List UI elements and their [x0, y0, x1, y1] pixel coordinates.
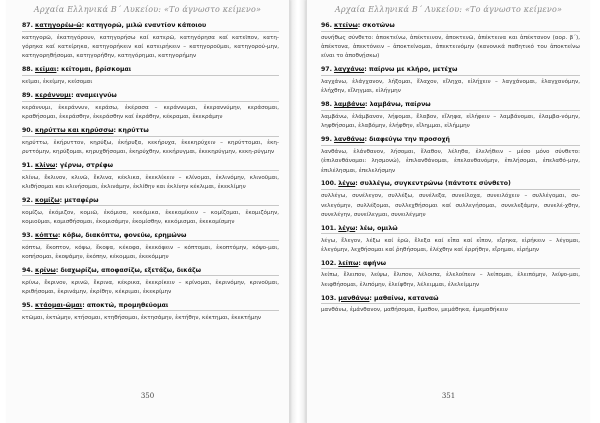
entry-93 [22, 232, 279, 262]
entry-gloss: : συλλέγω, συγκεντρώνω (πάντοτε σύνθετο) [355, 180, 511, 188]
entry-lemma: λαμβάνω [333, 101, 365, 109]
entry-lemma: λέγω [338, 180, 356, 188]
entry-gloss: : διαφεύγω την προσοχή [364, 136, 450, 144]
entry-title [321, 136, 580, 146]
entry-lemma: λέγω [338, 224, 356, 232]
entry-gloss: : αναμειγνύω [71, 91, 117, 99]
entry-gloss: : κηρύττω [113, 126, 149, 134]
entry-number: 94. [22, 266, 33, 274]
entry-body: λέγω, ἔλεγον, λέξω καί ἐρῶ, ἔλεξα καί εἶπα καί εἶπον, εἴρηκα, εἰρήκειν – λέγομαι, ἐλεγόμην, λεχθήσομαι καί ῥηθήσομαι, ἐλέχθην καί ἐρρήθην, εἴρημαι, εἰρήμην [321, 237, 580, 253]
entry-title [22, 92, 279, 102]
entry-98 [321, 101, 580, 131]
right-page [306, 0, 590, 423]
entry-body: κομίζω, ἐκόμιζον, κομιῶ, ἐκόμισα, κεκόμικα, ἐκεκομίκειν – κομίζομαι, ἐκομιζόμην, κομιοῦμαι, κομισθήσομαι, ἐκομισάμην, ἐκομίσθην, κεκόμισμαι, ἐκεκομίσμην [22, 209, 279, 225]
entry-title [321, 101, 580, 111]
entry-lemma: κεράννυμι [34, 91, 72, 99]
entry-lemma: κτείνω [333, 22, 358, 29]
entry-lemma: λανθάνω [333, 136, 365, 144]
entry-gloss: : αποκτώ, προμηθεύομαι [82, 301, 169, 309]
entry-number: 96. [321, 22, 332, 29]
entry-title [22, 232, 279, 242]
entry-body: λείπω, ἔλειπον, λείψω, ἔλιπον, λέλοιπα, ἐλελοίπειν – λείπομαι, ἐλειπόμην, λείψο-μαι, λειφθήσομαι, ἐλιπόμην, ἐλείφθην, λέλειμμαι, ἐλελείμμην [321, 272, 580, 288]
entry-title [22, 22, 279, 32]
book-gutter [290, 0, 306, 423]
entry-body: κρίνω, ἔκρινον, κρινῶ, ἔκρινα, κέκρικα, ἐκεκρίκειν – κρίνομαι, ἐκρινόμην, κρινοῦμαι, κριθήσομαι, ἐκρινάμην, ἐκρίθην, κέκριμαι, ἐκεκρίμην [22, 279, 279, 295]
entry-number: 101. [321, 224, 337, 232]
entry-95 [22, 302, 279, 323]
entry-number: 98. [321, 101, 332, 109]
entry-number: 93. [22, 231, 33, 239]
entry-lemma: μανθάνω [338, 294, 370, 302]
entry-title [22, 66, 279, 76]
entry-lemma: κατηγορέω-ῶ [34, 22, 82, 29]
entry-number: 99. [321, 136, 332, 144]
entry-number: 89. [22, 91, 33, 99]
entry-96 [321, 22, 580, 62]
entry-title [22, 197, 279, 207]
entry-103 [321, 295, 580, 316]
entry-title [22, 267, 279, 277]
right-running-head: Αρχαία Ελληνικά Β΄ Λυκείου: «Το άγνωστο κείμενο» [334, 5, 563, 14]
entry-lemma: λαγχάνω [333, 66, 365, 74]
entry-90 [22, 127, 279, 157]
entry-number: 92. [22, 196, 33, 204]
entry-gloss: : μεταφέρω [59, 196, 99, 204]
entry-100 [321, 180, 580, 220]
entry-99 [321, 136, 580, 176]
entry-body: κόπτω, ἔκοπτον, κόψω, ἔκοψα, κέκοφα, ἐκεκόφειν – κόπτομαι, ἐκοπτόμην, κόψο-μαι, κοπήσομαι, ἐκοψάμην, ἐκόπην, κέκομμαι, ἐκεκόμμην [22, 244, 279, 260]
entry-lemma: κεῖμαι [34, 66, 57, 74]
entry-gloss: : μαθαίνω, καταναώ [369, 294, 439, 302]
entry-gloss: : διαχωρίζω, αποφασίζω, εξετάζω, δικάζω [55, 266, 201, 274]
entry-92 [22, 197, 279, 227]
entry-body: κατηγορῶ, ἐκατηγόρουν, κατηγορήσω καί κατερῶ, κατηγόρησα καί κατεῖπον, κατη-γόρηκα καί κατείρηκα, κατηγορήκειν καί κατειρήκειν – κατηγοροῦμαι, κατηγορού-μην, κατηγορηθήσομαι, κατηγορήθην, κατηγόρημαι, κατηγορήμην [22, 34, 279, 60]
left-entries [22, 22, 279, 323]
entry-gloss: : παίρνω με κλήρο, μετέχω [364, 66, 458, 74]
entry-title [22, 302, 279, 312]
entry-gloss: : σκοτώνω [357, 22, 395, 29]
entry-87 [22, 22, 279, 62]
entry-title [22, 127, 279, 137]
entry-lemma: λείπω [338, 259, 359, 267]
entry-gloss: : λέω, ομιλώ [355, 224, 398, 232]
entry-body: συλλέγω, συνέλεγον, συλλέξω, συνέλεξα, συνείλοχα, συνειλόχειν – συλλέγομαι, συ-νελεγόμην, συλλέξομαι, συλλεχθήσομαι καί συλλεγήσομαι, συνελεξάμην, συνελέ-χθην, συνελέγην, συνείλεγμαι, συνειλέγμην [321, 193, 580, 218]
entry-body: συνήθως σύνθετο: ἀποκτείνω, ἀπέκτεινον, ἀποκτενῶ, ἀπέκτεινα και ἀπέκτανον (αορ. β΄), ἀπέκτονα, ἀπεκτόνειν – ἀποκτείνομαι, ἀπεκτεινόμην (κανονικά παθητικό του ἀποκτείνω είναι το ἀποθνῄσκω) [321, 34, 580, 60]
entry-101 [321, 225, 580, 255]
entry-94 [22, 267, 279, 297]
entry-gloss: : κατηγορώ, μιλώ εναντίον κάποιου [81, 22, 207, 29]
entry-88 [22, 66, 279, 87]
entry-body: λαγχάνω, ἐλάγχανον, λήξομαι, ἔλαχον, εἴληχα, εἰλήχειν – λαγχάνομαι, ἐλαγχανόμην, ἐλήχθην, εἴληγμαι, εἰλήγμην [321, 79, 580, 95]
left-running-head: Αρχαία Ελληνικά Β΄ Λυκείου: «Το άγνωστο κείμενο» [33, 5, 262, 14]
entry-body: κτῶμαι, ἐκτώμην, κτήσομαι, κτηθήσομαι, ἐκτησάμην, ἐκτήθην, κέκτημαι, ἐκεκτήμην [22, 314, 262, 321]
entry-number: 102. [321, 259, 337, 267]
entry-lemma: κρίνω [34, 266, 56, 274]
entry-lemma: κόπτω [34, 231, 58, 239]
entry-lemma: κομίζω [34, 196, 60, 204]
entry-number: 100. [321, 180, 337, 188]
entry-lemma: κηρύττω και κηρύσσω [34, 126, 114, 134]
entry-title [321, 180, 580, 190]
entry-gloss: : λαμβάνω, παίρνω [364, 101, 431, 109]
entry-number: 95. [22, 301, 33, 309]
entry-body: κεράννυμι, ἐκεράννυν, κεράσω, ἐκέρασα – κεράννυμαι, ἐκεραννύμην, κεράσομαι, κραθήσομαι, ἐκεράσθην, ἐκεράσθην καί ἐκράθην, κέκραμαι, ἐκεκράμην [22, 104, 279, 121]
entry-97 [321, 66, 580, 96]
entry-body: λαμβάνω, ἐλάμβανον, λήψομαι, ἔλαβον, εἴληφα, εἰλήφειν – λαμβάνομαι, ἐλαμβα-νόμην, ληφθήσομαι, ἐλαβόμην, ἐλήφθην, εἴλημμαι, εἰλήμμην [321, 114, 580, 130]
entry-gloss: : αφήνω [358, 259, 387, 267]
entry-title [321, 295, 580, 305]
left-page-number: 350 [140, 392, 155, 400]
entry-title [22, 162, 279, 172]
entry-body: κηρύττω, ἐκήρυττον, κηρύξω, ἐκήρυξα, κεκήρυχα, ἐκεκηρύχειν – κηρύττομαι, ἐκη-ρυττόμην, κηρύξομαι, κηρυχθήσομαι, ἐκηρύχθην, κεκήρυγμαι, ἐκεκηρύγμην, κεκη-ρύγμην [22, 139, 279, 155]
entry-title [321, 66, 580, 76]
entry-title [321, 225, 580, 235]
entry-gloss: : γέρνω, στρέφω [55, 161, 113, 169]
entry-body: κλίνω, ἔκλινον, κλινῶ, ἔκλινα, κέκλικα, ἐκεκλίκειν – κλίνομαι, ἐκλινόμην, κλινοῦμαι, κλιθήσομαι και κλινήσομαι, ἐκλινάμην, ἐκλίθην και ἐκλίνην κέκλιμαι, ἐκεκλίμην [22, 174, 279, 190]
entry-number: 103. [321, 294, 337, 302]
entry-lemma: κτάομαι-ῶμαι [34, 301, 83, 309]
entry-body: κεῖμαι, ἐκείμην, κείσομαι [22, 79, 93, 86]
entry-title [321, 22, 580, 32]
entry-lemma: κλίνω [34, 161, 56, 169]
entry-title [321, 260, 580, 270]
entry-gloss: : κείτομαι, βρίσκομαι [56, 66, 132, 74]
entry-number: 97. [321, 66, 332, 74]
entry-number: 90. [22, 126, 33, 134]
right-entries [321, 22, 580, 316]
entry-number: 88. [22, 66, 33, 74]
entry-body: λανθάνω, ἐλάνθανον, λήσομαι, ἔλαθον, λέληθα, ἐλελήθειν – μέσο μόνο σύνθετο: (ἐπιλανθάνομαι: λησμονώ), ἐπιλανθάνομαι, ἐπελανθανόμην, ἐπιλήσομαι, ἐπελαθό-μην, ἐπιλέλησμαι, ἐπελελήσμην [321, 148, 580, 174]
left-page [6, 0, 290, 423]
right-page-number: 351 [441, 392, 456, 400]
entry-89 [22, 92, 279, 122]
entry-91 [22, 162, 279, 192]
entry-body: μανθάνω, ἐμάνθανον, μαθήσομαι, ἔμαθον, μεμάθηκα, ἐμεμαθήκειν [321, 307, 508, 314]
entry-number: 87. [22, 22, 33, 29]
entry-gloss: : κόβω, διακόπτω, φονεύω, ερημώνω [57, 231, 187, 239]
entry-102 [321, 260, 580, 290]
entry-number: 91. [22, 161, 33, 169]
